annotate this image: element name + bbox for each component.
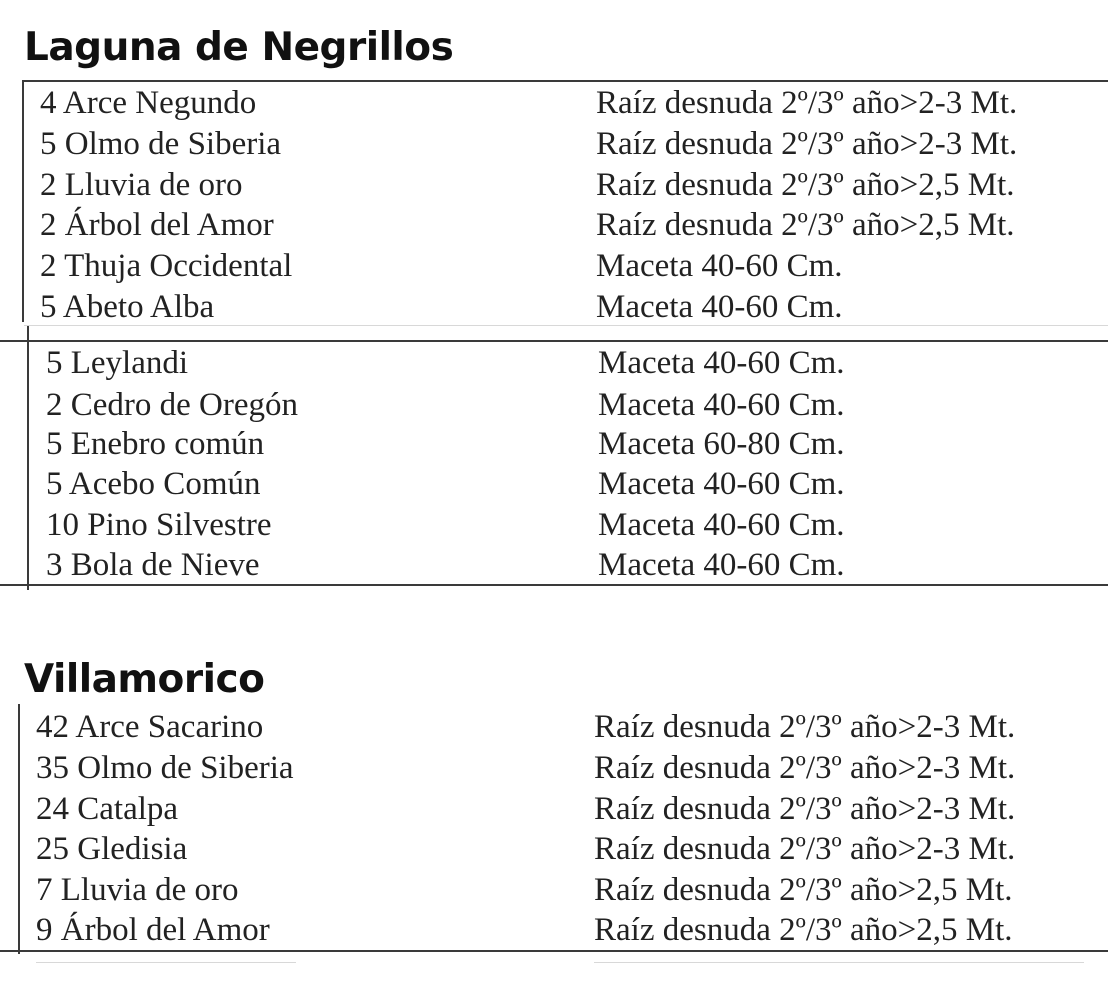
table-row xyxy=(0,343,1108,383)
species-name: 3 Bola de Nieve xyxy=(46,547,260,583)
table-row xyxy=(0,83,1108,123)
species-name: 7 Lluvia de oro xyxy=(36,872,239,908)
table-header-border xyxy=(0,340,1108,342)
section-title-villamorico: Villamorico xyxy=(24,657,265,702)
table-row xyxy=(0,505,1108,545)
species-spec: Maceta 40-60 Cm. xyxy=(598,507,845,543)
table-row xyxy=(0,748,1108,788)
species-name: 10 Pino Silvestre xyxy=(46,507,272,543)
species-spec: Maceta 40-60 Cm. xyxy=(596,289,843,325)
table-row xyxy=(0,385,1108,425)
species-table-laguna-b xyxy=(0,326,1108,592)
table-row xyxy=(0,287,1108,327)
species-spec: Raíz desnuda 2º/3º año>2-3 Mt. xyxy=(596,126,1018,162)
table-row xyxy=(0,545,1108,585)
table-row xyxy=(0,870,1108,910)
cut-off-row-remnant xyxy=(36,962,296,963)
table-row xyxy=(0,707,1108,747)
species-spec: Maceta 40-60 Cm. xyxy=(598,547,845,583)
table-row xyxy=(0,205,1108,245)
section-title-laguna: Laguna de Negrillos xyxy=(24,25,454,70)
table-row xyxy=(0,424,1108,464)
species-spec: Raíz desnuda 2º/3º año>2-3 Mt. xyxy=(594,709,1016,745)
species-name: 5 Olmo de Siberia xyxy=(40,126,282,162)
species-spec: Raíz desnuda 2º/3º año>2,5 Mt. xyxy=(596,207,1015,243)
species-name: 5 Leylandi xyxy=(46,345,189,381)
table-row xyxy=(0,910,1108,950)
table-bottom-border xyxy=(0,950,1108,952)
table-row xyxy=(0,124,1108,164)
species-spec: Raíz desnuda 2º/3º año>2,5 Mt. xyxy=(594,872,1013,908)
species-name: 25 Gledisia xyxy=(36,831,188,867)
species-name: 24 Catalpa xyxy=(36,791,179,827)
species-spec: Raíz desnuda 2º/3º año>2-3 Mt. xyxy=(596,85,1018,121)
table-row xyxy=(0,829,1108,869)
species-table-laguna-a xyxy=(0,80,1108,326)
species-spec: Maceta 60-80 Cm. xyxy=(598,426,845,462)
table-row xyxy=(0,789,1108,829)
species-name: 9 Árbol del Amor xyxy=(36,912,270,948)
table-row xyxy=(0,246,1108,286)
species-name: 42 Arce Sacarino xyxy=(36,709,264,745)
table-row xyxy=(0,464,1108,504)
species-spec: Maceta 40-60 Cm. xyxy=(596,248,843,284)
species-name: 2 Lluvia de oro xyxy=(40,167,243,203)
cut-off-row-remnant xyxy=(594,962,1084,963)
species-spec: Maceta 40-60 Cm. xyxy=(598,345,845,381)
table-row xyxy=(0,165,1108,205)
species-name: 2 Árbol del Amor xyxy=(40,207,274,243)
species-spec: Maceta 40-60 Cm. xyxy=(598,466,845,502)
species-table-villamorico xyxy=(0,704,1108,974)
table-top-border xyxy=(24,80,1108,82)
species-spec: Maceta 40-60 Cm. xyxy=(598,387,845,423)
species-spec: Raíz desnuda 2º/3º año>2,5 Mt. xyxy=(594,912,1013,948)
species-name: 2 Cedro de Oregón xyxy=(46,387,299,423)
species-name: 5 Acebo Común xyxy=(46,466,261,502)
species-spec: Raíz desnuda 2º/3º año>2-3 Mt. xyxy=(594,831,1016,867)
species-name: 35 Olmo de Siberia xyxy=(36,750,294,786)
species-name: 5 Abeto Alba xyxy=(40,289,215,325)
species-spec: Raíz desnuda 2º/3º año>2-3 Mt. xyxy=(594,791,1016,827)
species-name: 5 Enebro común xyxy=(46,426,265,462)
table-bottom-border xyxy=(0,584,1108,586)
species-name: 4 Arce Negundo xyxy=(40,85,257,121)
species-spec: Raíz desnuda 2º/3º año>2-3 Mt. xyxy=(594,750,1016,786)
species-name: 2 Thuja Occidental xyxy=(40,248,293,284)
species-spec: Raíz desnuda 2º/3º año>2,5 Mt. xyxy=(596,167,1015,203)
